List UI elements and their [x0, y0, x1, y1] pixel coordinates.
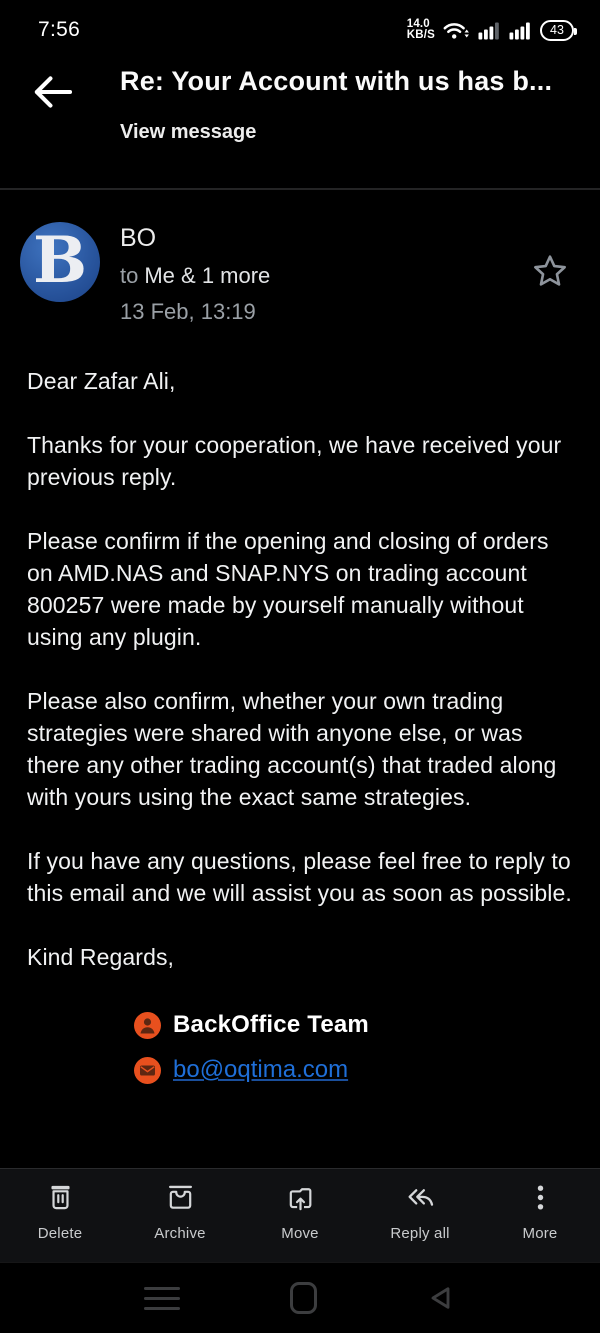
battery-percent: 43: [550, 23, 564, 37]
folder-move-icon: [285, 1182, 316, 1218]
toolbar-label: Delete: [37, 1225, 83, 1242]
reply-all-icon: [405, 1182, 436, 1218]
app-header: [0, 56, 600, 188]
sender-avatar[interactable]: [20, 222, 100, 302]
back-button[interactable]: [30, 74, 76, 114]
status-bar: [0, 0, 600, 56]
sender-name: BO: [120, 224, 157, 252]
android-navbar: [0, 1262, 600, 1333]
star-icon: [529, 250, 571, 297]
wifi-icon: [443, 20, 470, 41]
email-body[interactable]: [0, 325, 600, 973]
reply-all-button[interactable]: [360, 1169, 480, 1262]
body-paragraph: Dear Zafar Ali,: [27, 368, 176, 394]
clock: 7:56: [38, 18, 81, 41]
signal-sim1-icon: [478, 21, 501, 40]
toolbar-label: Archive: [154, 1225, 206, 1242]
to-label: to: [120, 263, 139, 288]
mail-badge-icon: [134, 1057, 161, 1084]
delete-button[interactable]: [0, 1169, 120, 1262]
signal-sim2-icon: [509, 21, 532, 40]
more-dots-icon: [525, 1182, 556, 1218]
status-icons: [407, 19, 574, 41]
toolbar-label: More: [522, 1225, 558, 1242]
email-subject-title: Re: Your Account with us has b...: [120, 66, 553, 96]
body-paragraph: Kind Regards,: [27, 944, 175, 970]
body-paragraph: Please also confirm, whether your own trading strategies were shared with anyone else, or was there any other trading account(s) that traded along with yours using the exact same strategies.: [27, 688, 557, 810]
person-badge-icon: [134, 1012, 161, 1039]
recipients: Me & 1 more: [144, 263, 271, 288]
toolbar-label: Reply all: [390, 1225, 450, 1242]
archive-button[interactable]: [120, 1169, 240, 1262]
nav-home-button[interactable]: [290, 1282, 317, 1314]
message-timestamp: 13 Feb, 13:19: [120, 299, 256, 324]
toolbar-label: Move: [281, 1225, 319, 1242]
sender-row: [0, 190, 600, 325]
signature-team-name: BackOffice Team: [173, 1011, 369, 1038]
battery-icon: [540, 20, 574, 41]
signature-block: [0, 1009, 600, 1086]
avatar-letter: B: [32, 223, 88, 298]
body-paragraph: If you have any questions, please feel free to reply to this email and we will assist you as soon as possible.: [27, 848, 572, 906]
bottom-toolbar: [0, 1168, 600, 1262]
nav-back-button[interactable]: [427, 1283, 457, 1313]
body-paragraph: Please confirm if the opening and closing of orders on AMD.NAS and SNAP.NYS on trading account 800257 were made by yourself manually without using any plugin.: [27, 528, 549, 650]
body-paragraph: Thanks for your cooperation, we have received your previous reply.: [27, 432, 562, 490]
archive-icon: [165, 1182, 196, 1218]
sender-info[interactable]: [120, 222, 270, 325]
signature-email-link[interactable]: bo@oqtima.com: [173, 1056, 349, 1083]
move-button[interactable]: [240, 1169, 360, 1262]
network-speed-indicator: [407, 19, 435, 41]
header-titles: [120, 66, 590, 144]
trash-icon: [45, 1182, 76, 1218]
signature-email-row: [134, 1054, 600, 1086]
network-speed-unit: KB/S: [406, 29, 435, 41]
network-speed-value: 14.0: [406, 18, 430, 30]
recipients-line: [120, 263, 270, 289]
view-message-link[interactable]: View message: [120, 121, 257, 143]
arrow-left-icon: [32, 75, 74, 114]
star-button[interactable]: [528, 250, 572, 294]
more-button[interactable]: [480, 1169, 600, 1262]
signature-team-row: [134, 1009, 600, 1041]
nav-menu-button[interactable]: [144, 1287, 180, 1310]
